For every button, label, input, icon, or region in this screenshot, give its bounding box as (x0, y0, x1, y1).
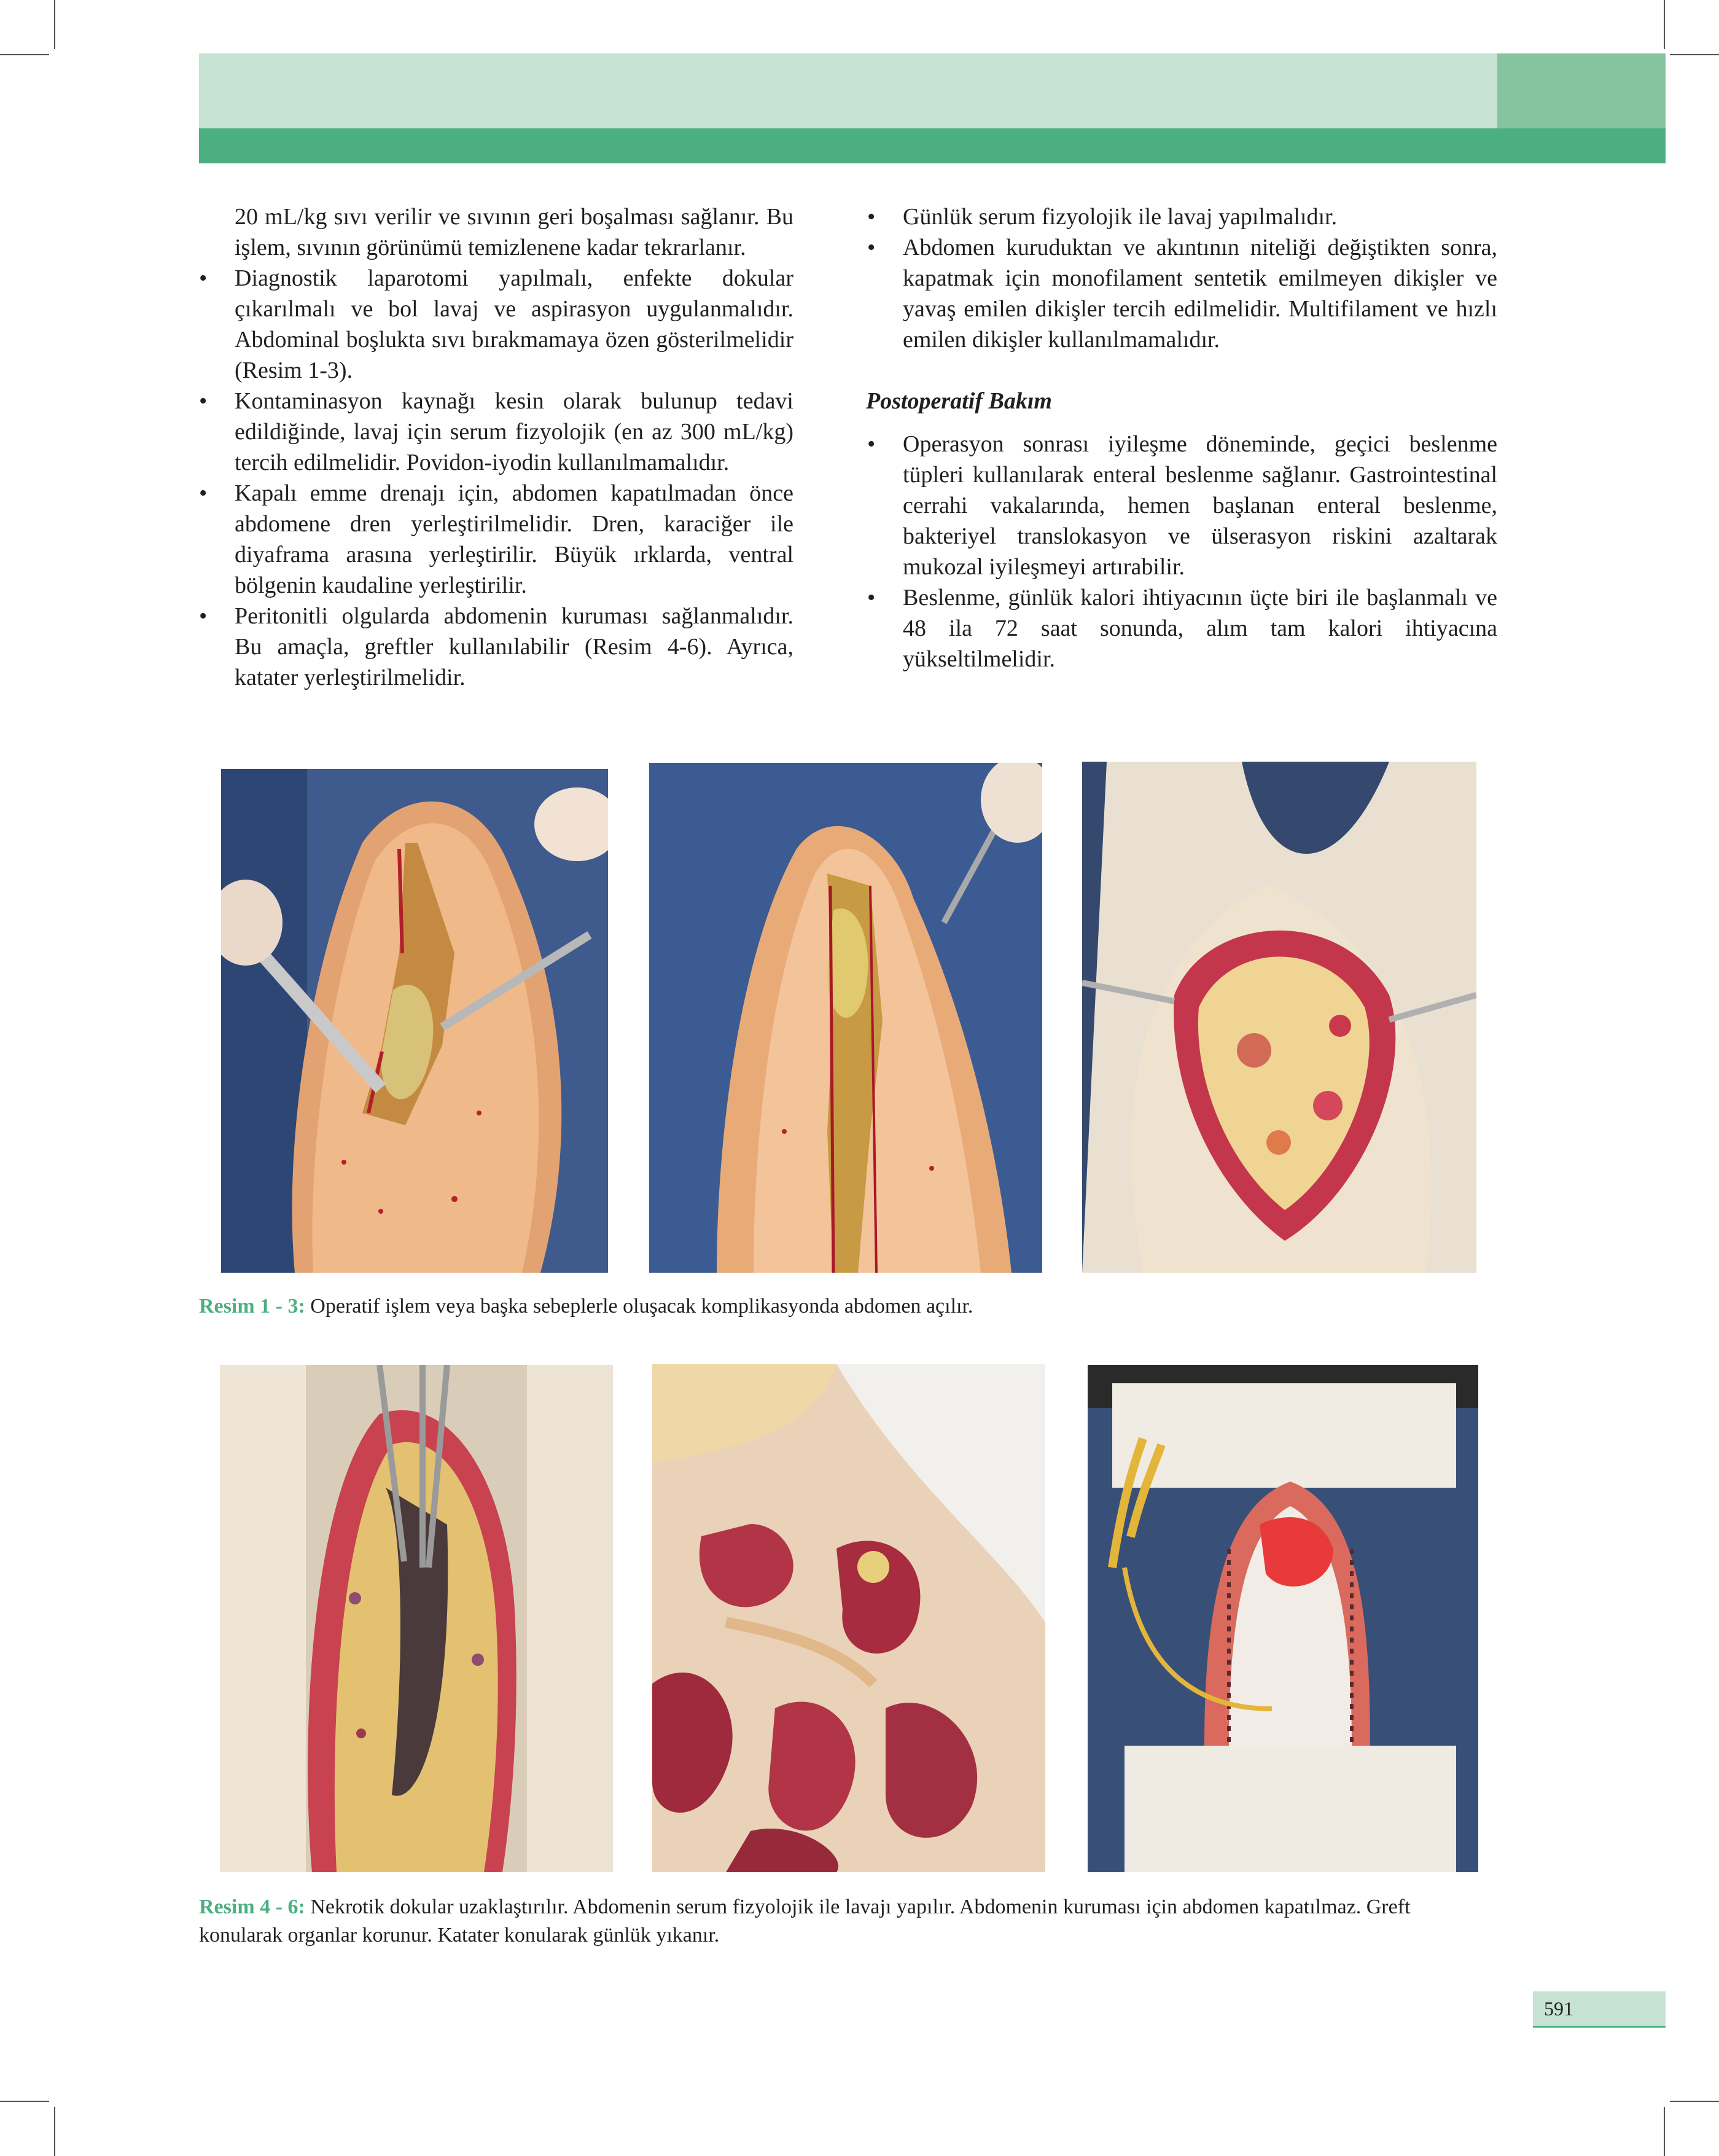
caption-text: Operatif işlem veya başka sebeplerle oluşacak komplikasyonda abdomen açılır. (305, 1295, 973, 1318)
crop-mark (0, 54, 49, 55)
list-item: • Abdomen kuruduktan ve akıntının niteliği değiştikten sonra, kapatmak için monofilament sentetik emilmeyen dikişler ve yavaş emilen dikişler tercih edilmelidir. Multifilament ve hızlı emilen dikişler kullanılmamalıdır. (866, 232, 1497, 355)
continuation-paragraph: 20 mL/kg sıvı verilir ve sıvının geri boşalması sağlanır. Bu işlem, sıvının görünümü temizlenene kadar tekrarlanır. (235, 204, 793, 260)
surgical-photo-5 (652, 1364, 1045, 1872)
right-bullet-list (866, 201, 1497, 355)
header-band (199, 53, 1497, 128)
surgical-photo-2 (649, 763, 1042, 1273)
crop-mark (54, 0, 55, 49)
list-item: • Günlük serum fizyolojik ile lavaj yapılmalıdır. (866, 201, 1497, 232)
list-item: • Operasyon sonrası iyileşme döneminde, geçici beslenme tüpleri kullanılarak enteral beslenme sağlanır. Gastrointestinal cerrahi vakalarında, hemen başlanan enteral beslenme, bakteriyel translokasyon ve ülserasyon riskini azaltarak mukozal iyileşmeyi artırabilir. (866, 429, 1497, 582)
crop-mark (0, 2101, 49, 2102)
list-item: • Peritonitli olgularda abdomenin kuruması sağlanmalıdır. Bu amaçla, greftler kullanılabilir (Resim 4-6). Ayrıca, katater yerleştirilmelidir. (198, 601, 793, 693)
crop-mark (1664, 0, 1665, 49)
surgical-photo-3 (1082, 762, 1476, 1273)
crop-mark (1664, 2107, 1665, 2156)
list-item: • Beslenme, günlük kalori ihtiyacının üçte biri ile başlanmalı ve 48 ila 72 saat sonunda, alım tam kalori ihtiyacına yükseltilmelidir. (866, 582, 1497, 674)
left-column (198, 201, 793, 693)
section-heading: Postoperatif Bakım (866, 388, 1052, 414)
list-item: • Kapalı emme drenajı için, abdomen kapatılmadan önce abdomene dren yerleştirilmelidir. Dren, karaciğer ile diyaframa arasına yerleştirilir. Büyük ırklarda, ventral bölgenin kaudaline yerleştirilir. (198, 478, 793, 601)
surgical-photo-1 (221, 769, 608, 1273)
right-column (866, 201, 1497, 674)
page-number: 591 (1544, 1998, 1573, 2020)
crop-mark (1670, 2101, 1719, 2102)
surgical-photo-6 (1088, 1365, 1478, 1872)
figure-caption-2 (199, 1893, 1497, 1950)
caption-text: Nekrotik dokular uzaklaştırılır. Abdomenin serum fizyolojik ile lavajı yapılır. Abdomenin kuruması için abdomen kapatılmaz. Greft konularak organlar korunur. Katater konularak günlük yıkanır. (199, 1896, 1411, 1947)
figure-caption-1 (199, 1292, 1497, 1321)
page-number-box (1533, 1991, 1666, 2028)
header-accent-block (1497, 53, 1666, 128)
caption-label: Resim 1 - 3: (199, 1295, 305, 1318)
header-strip (199, 128, 1666, 163)
postop-bullet-list (866, 429, 1497, 674)
crop-mark (54, 2107, 55, 2156)
surgical-photo-4 (220, 1365, 613, 1872)
list-item: • Diagnostik laparotomi yapılmalı, enfekte dokular çıkarılmalı ve bol lavaj ve aspirasyon uygulanmalıdır. Abdominal boşlukta sıvı bırakmamaya özen gösterilmelidir (Resim 1-3). (198, 263, 793, 386)
list-item: • Kontaminasyon kaynağı kesin olarak bulunup tedavi edildiğinde, lavaj için serum fizyolojik (en az 300 mL/kg) tercih edilmelidir. Povidon-iyodin kullanılmamalıdır. (198, 386, 793, 478)
caption-label: Resim 4 - 6: (199, 1896, 305, 1918)
crop-mark (1670, 54, 1719, 55)
left-bullet-list (198, 263, 793, 693)
